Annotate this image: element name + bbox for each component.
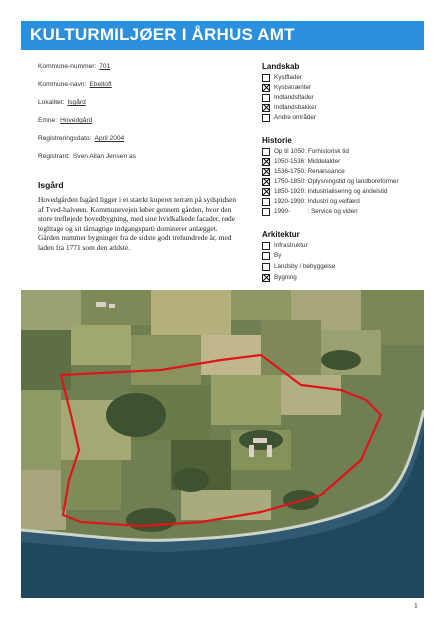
field-value: Isgård [67, 99, 86, 106]
field-label: Emne: [38, 117, 58, 124]
field-label: Kommune-navn: [38, 81, 87, 88]
checkbox-icon[interactable] [262, 252, 270, 260]
page-title: KULTURMILJØER I ÅRHUS AMT [30, 25, 295, 44]
checkbox-icon[interactable] [262, 242, 270, 250]
field-label: Registreringsdato: [38, 135, 92, 142]
historie-title: Historie [262, 136, 292, 145]
field-value: Hovedgård [60, 117, 93, 124]
checkbox-row[interactable] [262, 187, 387, 196]
field-value: April 2004 [94, 135, 125, 142]
checkbox-label: Indlandsbakker [274, 104, 317, 111]
checkbox-checked-icon[interactable] [262, 274, 270, 282]
checkbox-icon[interactable] [262, 114, 270, 122]
field-label: Kommune-nummer: [38, 63, 97, 70]
checkbox-label: Andre områder [274, 114, 316, 121]
checkbox-checked-icon[interactable] [262, 84, 270, 92]
field-kommune-navn [38, 81, 112, 88]
checkbox-icon[interactable] [262, 263, 270, 271]
checkbox-row[interactable] [262, 167, 345, 176]
description-text: Hovedgården Isgård ligger i et stærkt kuperet terræn på sydspidsen af Tved-halvøen. Kommunevejen løber gennem gården, hvor den store trefløjede hovedbygning, med sine hvidkalkede facader, røde teglttage og sit tårnagtige indgangsparti dominerer anlægget. Gården nummer bygninger fra de sidste godt trehundrede år, med laden fra 1771 som den ældste. [38, 195, 237, 252]
arkitektur-title: Arkitektur [262, 230, 300, 239]
checkbox-label: Bygning [274, 274, 297, 281]
checkbox-label: 1850-1920: Industrialisering og andelstid [274, 188, 388, 195]
checkbox-row[interactable] [262, 157, 340, 166]
checkbox-icon[interactable] [262, 148, 270, 156]
checkbox-label: Kystflader [274, 74, 302, 81]
checkbox-row[interactable] [262, 241, 308, 250]
checkbox-icon[interactable] [262, 74, 270, 82]
page-number: 1 [414, 601, 418, 610]
checkbox-checked-icon[interactable] [262, 104, 270, 112]
field-lokalitet [38, 99, 86, 106]
checkbox-row[interactable] [262, 147, 349, 156]
checkbox-label: By [274, 252, 282, 259]
checkbox-label: 1750-1850: Oplysningstid og landboreformer [274, 178, 399, 185]
checkbox-icon[interactable] [262, 198, 270, 206]
checkbox-label: Indlandsflader [274, 94, 314, 101]
checkbox-label: 1920-1990: Industri og velfærd [274, 198, 360, 205]
aerial-map [21, 290, 424, 598]
field-registrant [38, 153, 136, 160]
checkbox-row[interactable] [262, 251, 281, 260]
checkbox-row[interactable] [262, 73, 302, 82]
checkbox-row[interactable] [262, 177, 399, 186]
field-label: Lokalitet: [38, 99, 65, 106]
checkbox-icon[interactable] [262, 208, 270, 216]
checkbox-checked-icon[interactable] [262, 158, 270, 166]
checkbox-row[interactable] [262, 83, 311, 92]
checkbox-row[interactable] [262, 262, 335, 271]
title-banner [21, 21, 424, 50]
checkbox-row[interactable] [262, 113, 316, 122]
checkbox-label: Kystskrænter [274, 84, 312, 91]
aerial-photo [21, 290, 424, 598]
checkbox-label: 1050-1536: Middelalder [274, 158, 341, 165]
landskab-title: Landskab [262, 62, 300, 71]
field-value: Ebeltoft [89, 81, 112, 88]
checkbox-label: Infrastruktur [274, 242, 308, 249]
field-value: 701 [99, 63, 111, 70]
field-value: Sven Allan Jensen as [72, 153, 136, 160]
checkbox-row[interactable] [262, 207, 358, 216]
field-registreringsdato [38, 135, 124, 142]
checkbox-row[interactable] [262, 103, 317, 112]
checkbox-checked-icon[interactable] [262, 168, 270, 176]
checkbox-icon[interactable] [262, 94, 270, 102]
description-title: Isgård [38, 180, 64, 190]
field-label: Registrant: [38, 153, 70, 160]
checkbox-label: 1536-1750: Renæssance [274, 168, 345, 175]
checkbox-row[interactable] [262, 197, 360, 206]
checkbox-label: 1990- : Service og viden [274, 208, 358, 215]
checkbox-row[interactable] [262, 93, 314, 102]
field-kommune-nummer [38, 63, 110, 70]
checkbox-checked-icon[interactable] [262, 178, 270, 186]
checkbox-label: Landsby / bebyggelse [274, 263, 336, 270]
checkbox-row[interactable] [262, 273, 297, 282]
field-emne [38, 117, 92, 124]
checkbox-label: Op til 1050: Forhistorisk tid [274, 148, 349, 155]
checkbox-checked-icon[interactable] [262, 188, 270, 196]
